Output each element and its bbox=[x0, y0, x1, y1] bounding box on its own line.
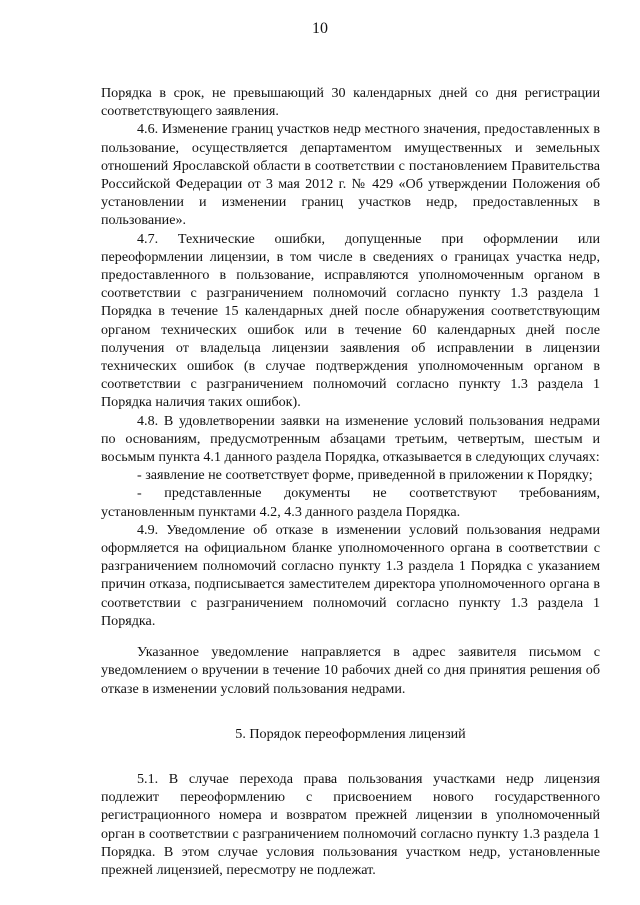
list-item-documents: - представленные документы не соответствуют требованиям, установленным пунктами 4.2, 4.3 данного раздела Порядка. bbox=[101, 485, 600, 520]
list-item-form: - заявление не соответствует форме, приведенной в приложении к Порядку; bbox=[137, 467, 593, 484]
paragraph-4-7: 4.7. Технические ошибки, допущенные при оформлении или переоформлении лицензии, в том числе в сведениях о границах участка недр, предоставленного в пользование, исправляются уполномоченным органом в соответствии с разграничением полномочий согласно пункту 1.3 раздела 1 Порядка в течение 15 календарных дней после обнаружения соответствующим органом технических ошибок или в течение 60 календарных дней после получения от владельца лицензии заявления об исправлении в лицензии технических ошибок (в случае подтверждения уполномоченным органом в соответствии с разграничением полномочий согласно пункту 1.3 раздела 1 Порядка наличия таких ошибок). bbox=[101, 230, 600, 411]
paragraph-4-8: 4.8. В удовлетворении заявки на изменение условий пользования недрами по основаниям, предусмотренным абзацами третьим, четвертым, шестым и восьмым пункта 4.1 данного раздела Порядка, отказывается в следующих случаях: bbox=[101, 412, 600, 466]
paragraph-4-9: 4.9. Уведомление об отказе в изменении условий пользования недрами оформляется на официальном бланке уполномоченного органа в соответствии с разграничением полномочий согласно пункту 1.3 раздела 1 Порядка с указанием причин отказа, подписывается заместителем директора уполномоченного органа в соответствии с разграничением полномочий согласно пункту 1.3 раздела 1 Порядка. bbox=[101, 521, 600, 629]
section-heading: 5. Порядок переоформления лицензий bbox=[235, 725, 466, 742]
document-body bbox=[101, 84, 600, 879]
paragraph-5-1: 5.1. В случае перехода права пользования участками недр лицензия подлежит переоформлению с присвоением нового государственного регистрационного номера и возвратом прежней лицензии в уполномоченный орган в соответствии с разграничением полномочий согласно пункту 1.3 раздела 1 Порядка. В этом случае условия пользования участком недр, установленные прежней лицензией, пересмотру не подлежат. bbox=[101, 770, 600, 878]
paragraph-continuation: Порядка в срок, не превышающий 30 календарных дней со дня регистрации соответствующего заявления. bbox=[101, 85, 600, 120]
paragraph-notice: Указанное уведомление направляется в адрес заявителя письмом с уведомлением о вручении в течение 10 рабочих дней со дня принятия решения об отказе в изменении условий пользования недрами. bbox=[101, 644, 600, 697]
page-number: 10 bbox=[312, 20, 328, 37]
paragraph-4-6: 4.6. Изменение границ участков недр местного значения, предоставленных в пользование, осуществляется департаментом имущественных и земельных отношений Ярославской области в соответствии с постановлением Правительства Российской Федерации от 3 мая 2012 г. № 429 «Об утверждении Положения об установлении и изменении границ участков недр, предоставленных в пользование». bbox=[101, 121, 600, 229]
